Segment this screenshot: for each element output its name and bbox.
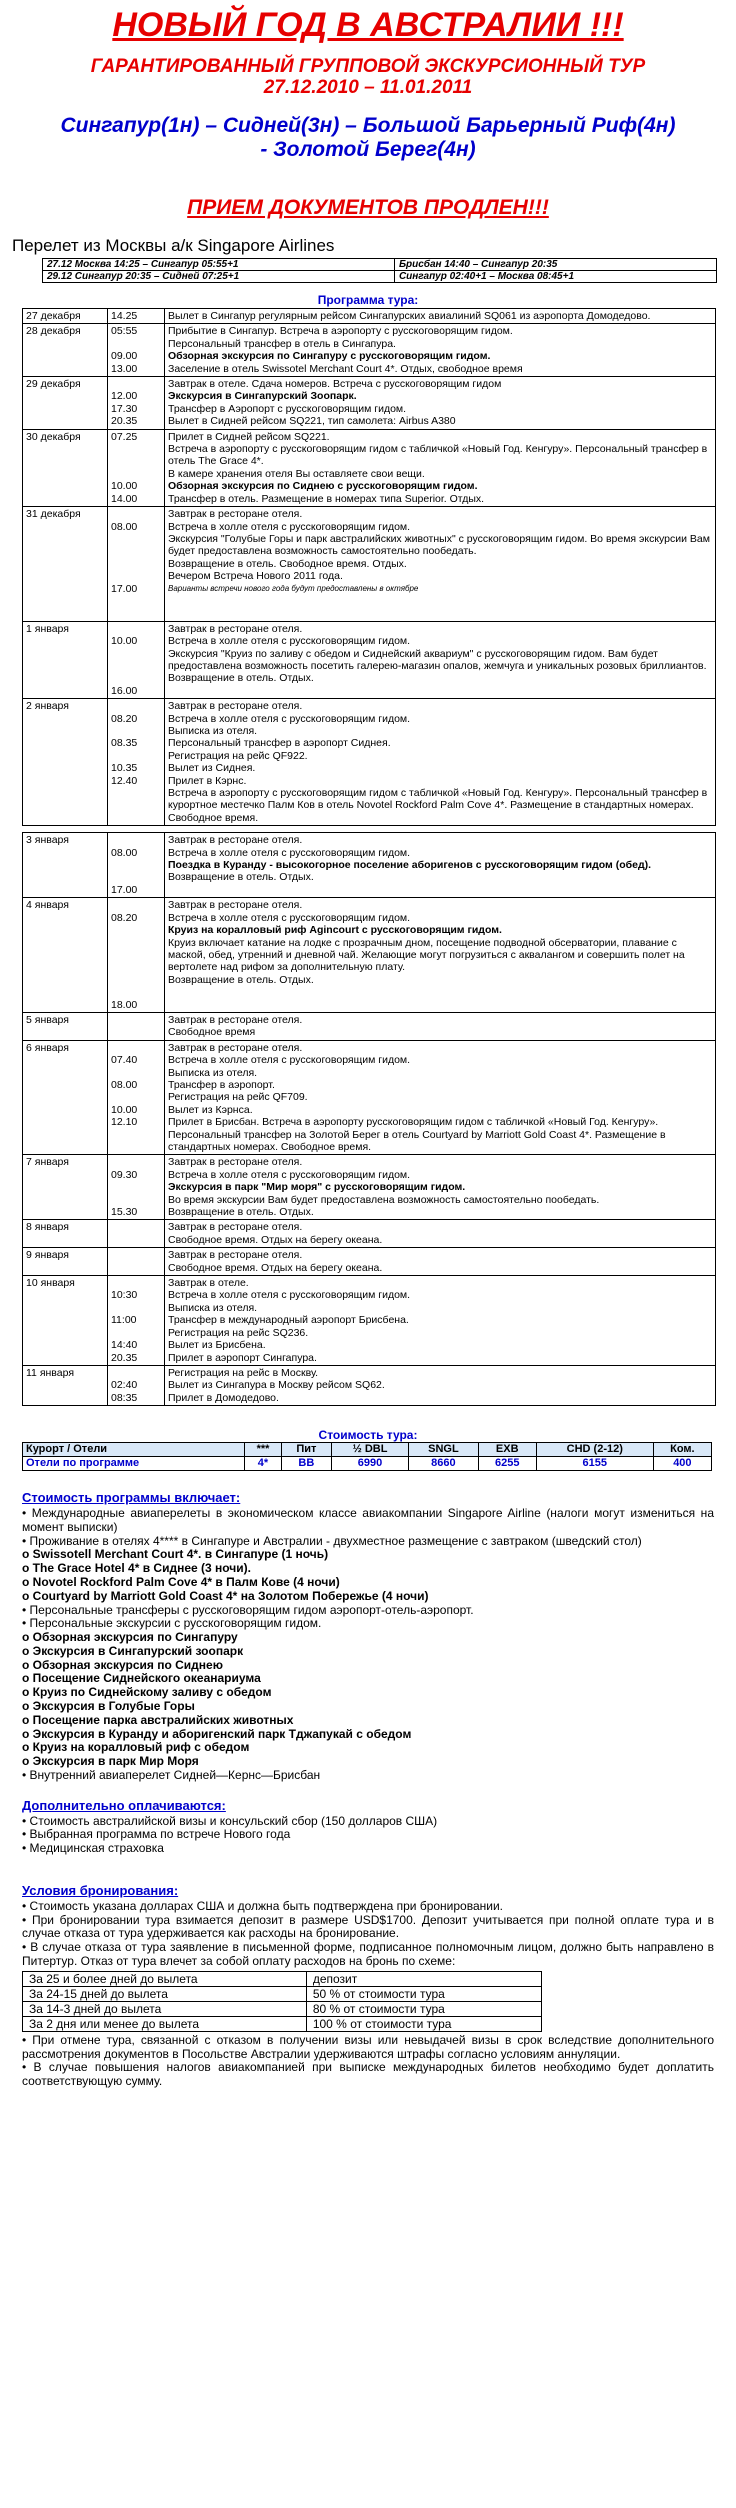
program-times <box>108 621 165 698</box>
program-time <box>111 1277 161 1289</box>
program-activity: Завтрак в ресторане отеля. <box>168 1013 303 1026</box>
cost-title: Стоимость тура: <box>318 1428 418 1443</box>
program-row <box>23 1276 716 1366</box>
program-date: 30 декабря <box>23 429 108 506</box>
flight-cell: Сингапур 02:40+1 – Москва 08:45+1 <box>394 271 716 283</box>
program-times <box>108 699 165 826</box>
program-times <box>108 507 165 622</box>
program-time <box>111 700 161 712</box>
program-row <box>23 309 716 324</box>
program-time: 11:00 <box>111 1314 137 1327</box>
program-activities <box>165 1248 716 1276</box>
includes-list <box>22 1507 714 1783</box>
program-time: 12.40 <box>111 774 138 787</box>
includes-title: Стоимость программы включает: <box>22 1490 241 1506</box>
cost-header-cell: *** <box>245 1443 282 1457</box>
booking-list <box>22 1900 714 1969</box>
extra-title: Дополнительно оплачиваются: <box>22 1797 226 1813</box>
program-activity: Завтрак в ресторане отеля. <box>168 834 303 847</box>
cost-cell: 4* <box>245 1457 282 1471</box>
program-activity: Вылет в Сингапур регулярным рейсом Сингапурских авиалиний SQ061 из аэропорта Домодедово. <box>168 310 651 322</box>
cancellation-row <box>23 1986 542 2001</box>
program-activity: Трансфер в международный аэропорт Брисбена. <box>168 1314 409 1327</box>
list-item: • Стоимость указана долларах США и должна быть подтверждена при бронировании. <box>22 1898 503 1913</box>
program-time <box>111 937 161 949</box>
program-activities <box>165 699 716 826</box>
program-time <box>111 533 161 545</box>
program-row <box>23 898 716 1013</box>
program-row <box>23 1248 716 1276</box>
list-item: • Международные авиаперелеты в экономическом классе авиакомпании Singapore Airline (налоги могут измениться на момент выписки) <box>22 1505 714 1534</box>
cancellation-cell: За 24-15 дней до вылета <box>23 1986 307 2001</box>
program-times <box>108 1155 165 1220</box>
program-time <box>111 859 161 871</box>
program-time: 10.00 <box>111 1103 138 1116</box>
program-time: 14.00 <box>111 492 138 505</box>
program-time <box>111 595 161 607</box>
program-activity: Возвращение в отель. Отдых. <box>168 871 314 884</box>
list-item: o Экскурсия в Сингапурский зоопарк <box>22 1643 244 1658</box>
cancellation-cell: За 2 дня или менее до вылета <box>23 2016 307 2031</box>
program-activity: Возвращение в отель. Отдых. <box>168 1206 314 1219</box>
program-time <box>111 974 161 986</box>
cost-header-cell: EXB <box>478 1443 536 1457</box>
program-time <box>111 443 161 455</box>
program-activities <box>165 324 716 377</box>
program-date: 31 декабря <box>23 507 108 622</box>
program-time: 08.20 <box>111 911 138 924</box>
program-date: 8 января <box>23 1220 108 1248</box>
program-activity: Экскурсия в Сингапурский Зоопарк. <box>168 390 357 403</box>
program-time: 08.35 <box>111 737 138 750</box>
program-activities <box>165 1276 716 1366</box>
program-title: Программа тура: <box>317 293 419 307</box>
program-time <box>111 834 161 846</box>
list-item: o Novotel Rockford Palm Cove 4* в Палм Кове (4 ночи) <box>22 1574 340 1589</box>
program-activity: Прилет в Домодедово. <box>168 1391 279 1404</box>
program-time: 12.00 <box>111 390 138 403</box>
program-activity: Завтрак в ресторане отеля. <box>168 1041 303 1054</box>
program-date: 27 декабря <box>23 309 108 324</box>
program-activity: Завтрак в ресторане отеля. <box>168 1156 303 1169</box>
program-activity: Выписка из отеля. <box>168 725 258 737</box>
program-activity: Прилет в аэропорт Сингапура. <box>168 1351 317 1364</box>
program-activities <box>165 1155 716 1220</box>
list-item: • В случае повышения налогов авиакомпанией при выписке международных билетов необходимо будет доплатить соответствующую сумму. <box>22 2060 714 2089</box>
flight-row <box>43 259 717 271</box>
program-time <box>111 455 161 467</box>
program-times <box>108 1248 165 1276</box>
program-activity: Выписка из отеля. <box>168 1301 258 1314</box>
list-item: o Обзорная экскурсия по Сингапуру <box>22 1630 238 1645</box>
program-time <box>111 1327 161 1339</box>
program-activity: Вылет из Сингапура в Москву рейсом SQ62. <box>168 1379 385 1392</box>
program-time: 07.40 <box>111 1054 138 1067</box>
program-activity: Прибытие в Сингапур. Встреча в аэропорту с русскоговорящим гидом. <box>168 325 513 338</box>
program-date: 10 января <box>23 1276 108 1366</box>
cost-header-cell: Курорт / Отели <box>23 1443 245 1457</box>
program-activity: Свободное время <box>168 1026 256 1039</box>
program-date: 2 января <box>23 699 108 826</box>
list-item: o Экскурсия в парк Мир Моря <box>22 1754 199 1769</box>
includes-section <box>22 1491 714 1969</box>
flight-cell: 29.12 Сингапур 20:35 – Сидней 07:25+1 <box>43 271 395 283</box>
program-time: 08:35 <box>111 1391 138 1404</box>
program-time <box>111 378 161 390</box>
program-times <box>108 429 165 506</box>
program-date: 4 января <box>23 898 108 1013</box>
program-activity: Круиз на коралловый риф Agincourt с русскоговорящим гидом. <box>168 924 502 937</box>
program-activity: Завтрак в ресторане отеля. <box>168 1249 303 1262</box>
program-activity: Свободное время. Отдых на берегу океана. <box>168 1233 383 1246</box>
program-activity: Встреча в холле отеля с русскоговорящим гидом. <box>168 520 411 533</box>
program-activity: Возвращение в отель. Свободное время. Отдых. <box>168 557 407 570</box>
program-times <box>108 1365 165 1405</box>
program-date: 9 января <box>23 1248 108 1276</box>
program-time: 14.25 <box>111 310 138 322</box>
flights-table <box>42 258 717 283</box>
program-time: 17.30 <box>111 402 138 415</box>
program-activity: Регистрация на рейс QF709. <box>168 1091 308 1104</box>
cost-cell: Отели по программе <box>23 1457 245 1471</box>
program-time <box>111 1091 161 1103</box>
program-activity: Во время экскурсии Вам будет предоставлена возможность самостоятельно пообедать. <box>168 1193 600 1206</box>
program-time: 08.00 <box>111 520 138 533</box>
cancellation-cell: За 14-3 дней до вылета <box>23 2001 307 2016</box>
program-time: 09.30 <box>111 1168 138 1181</box>
cost-header-cell: ½ DBL <box>331 1443 408 1457</box>
program-activities <box>165 377 716 430</box>
cost-data-row <box>23 1457 712 1471</box>
program-time: 07.25 <box>111 430 138 443</box>
program-activity: Вечером Встреча Нового 2011 года. <box>168 570 343 583</box>
program-time: 17.00 <box>111 582 138 595</box>
list-item: o Courtyard by Marriott Gold Coast 4* на Золотом Побережье (4 ночи) <box>22 1588 429 1603</box>
program-activity: Персональный трансфер на Золотой Берег в отель Courtyard by Marriott Gold Coast 4*. Размещение в стандартных номерах. Свободное время. <box>168 1128 666 1153</box>
program-time <box>111 986 161 998</box>
flight-row <box>43 271 717 283</box>
cancellation-row <box>23 1971 542 1986</box>
program-activity: Завтрак в ресторане отеля. <box>168 508 303 521</box>
list-item: • Выбранная программа по встрече Нового года <box>22 1827 291 1842</box>
program-activity: Встреча в холле отеля с русскоговорящим гидом. <box>168 712 411 725</box>
program-activity: Завтрак в отеле. Сдача номеров. Встреча с русскоговорящим гидом <box>168 378 502 391</box>
program-activity: Прилет в Сидней рейсом SQ221. <box>168 430 330 443</box>
program-activity: Варианты встречи нового года будут предоставлены в октябре <box>168 583 419 593</box>
program-time: 16.00 <box>111 684 138 697</box>
program-time: 18.00 <box>111 998 138 1011</box>
program-activity: Экскурсия "Круиз по заливу с обедом и Сиднейский аквариум" с русскоговорящим гидом. Вам будет предоставлена возможность посетить галерею-магазин опалов, жемчуга и уникальных розовых бриллиантов. <box>168 647 707 672</box>
program-activity: Обзорная экскурсия по Сиднею с русскоговорящим гидом. <box>168 480 478 493</box>
cancellation-cell: 80 % от стоимости тура <box>306 2001 541 2016</box>
program-times <box>108 324 165 377</box>
program-time <box>111 871 161 883</box>
list-item: • Персональные экскурсии с русскоговорящим гидом. <box>22 1616 322 1631</box>
program-row <box>23 377 716 430</box>
cost-header-cell: Пит <box>281 1443 331 1457</box>
program-row <box>23 1012 716 1040</box>
program-activities <box>165 507 716 622</box>
flight-cell: Брисбан 14:40 – Сингапур 20:35 <box>394 259 716 271</box>
tour-subtitle <box>0 56 736 98</box>
program-row <box>23 826 716 833</box>
program-activity: Трансфер в аэропорт. <box>168 1078 275 1091</box>
program-activity: Вылет из Сиднея. <box>168 762 256 775</box>
program-date: 7 января <box>23 1155 108 1220</box>
program-activity: Завтрак в ресторане отеля. <box>168 1221 303 1234</box>
program-time: 20.35 <box>111 1351 138 1364</box>
cancellation-cell: 50 % от стоимости тура <box>306 1986 541 2001</box>
program-date: 1 января <box>23 621 108 698</box>
program-time <box>111 1367 161 1379</box>
cost-table <box>22 1442 712 1471</box>
program-activity: Заселение в отель Swissotel Merchant Court 4*. Отдых, свободное время <box>168 362 523 375</box>
flights-title: Перелет из Москвы а/к Singapore Airlines <box>12 236 335 255</box>
program-time <box>111 899 161 911</box>
program-activity: Регистрация на рейс в Москву. <box>168 1366 319 1379</box>
program-activity: Завтрак в ресторане отеля. <box>168 622 303 635</box>
program-date: 5 января <box>23 1012 108 1040</box>
program-activity: Экскурсия "Голубые Горы и парк австралийских животных" с русскоговорящим гидом. Во время экскурсии Вам будет предоставлена возможность самостоятельно пообедать. <box>168 532 710 558</box>
cost-cell: 400 <box>653 1457 711 1471</box>
program-times <box>108 1040 165 1155</box>
cost-header-row <box>23 1443 712 1457</box>
program-time: 12.10 <box>111 1116 138 1129</box>
program-activity: Встреча в аэропорту с русскоговорящим гидом с табличкой «Новый Год. Кенгуру». Персональный трансфер в отель The Grace 4*. <box>168 443 708 468</box>
program-date: 11 января <box>23 1365 108 1405</box>
page-title: НОВЫЙ ГОД В АВСТРАЛИИ !!! <box>112 6 624 44</box>
cost-cell: 6255 <box>478 1457 536 1471</box>
program-time: 14:40 <box>111 1339 138 1352</box>
list-item: o Посещение парка австралийских животных <box>22 1712 294 1727</box>
program-activities <box>165 898 716 1013</box>
cost-header-cell: Ком. <box>653 1443 711 1457</box>
program-time <box>111 750 161 762</box>
list-item: • Внутренний авиаперелет Сидней—Кернс—Брисбан <box>22 1768 321 1783</box>
program-activity: Трансфер в Аэропорт с русскоговорящим гидом. <box>168 402 407 415</box>
program-row <box>23 699 716 826</box>
program-activities <box>165 309 716 324</box>
program-activities <box>165 1040 716 1155</box>
program-activity: Встреча в холле отеля с русскоговорящим гидом. <box>168 911 411 924</box>
program-activities <box>165 1012 716 1040</box>
program-activity: Вылет из Брисбена. <box>168 1339 266 1352</box>
program-times <box>108 833 165 898</box>
cost-cell: BB <box>281 1457 331 1471</box>
cancellation-table <box>22 1971 542 2032</box>
program-time: 15.30 <box>111 1206 138 1219</box>
list-item: • При бронировании тура взимается депозит в размере USD$1700. Депозит учитывается при полной оплате тура и в случае отказа от тура удерживается как расходы на бронирование. <box>22 1912 714 1941</box>
program-activity: Выписка из отеля. <box>168 1066 258 1079</box>
program-time <box>111 660 161 672</box>
program-row <box>23 1040 716 1155</box>
program-time <box>111 924 161 936</box>
list-item: o Обзорная экскурсия по Сиднею <box>22 1657 223 1672</box>
program-row <box>23 1220 716 1248</box>
list-item: • При отмене тура, связанной с отказом в получении визы или невыдачей визы в срок вследствие дополнительного рассмотрения документов в Посольстве Австралии удерживаются штрафы согласно условиям аннуляции. <box>22 2032 714 2061</box>
program-time: 08.20 <box>111 712 138 725</box>
program-gap <box>23 826 716 833</box>
program-activity: Возвращение в отель. Отдых. <box>168 973 314 986</box>
cost-header-cell: SNGL <box>409 1443 478 1457</box>
program-row <box>23 1155 716 1220</box>
tour-route <box>0 114 736 162</box>
program-time <box>111 1042 161 1054</box>
list-item: o Swissotell Merchant Court 4*. в Сингапуре (1 ночь) <box>22 1547 329 1562</box>
program-row <box>23 507 716 622</box>
list-item: o Посещение Сиднейского океанариума <box>22 1671 261 1686</box>
flight-cell: 27.12 Москва 14:25 – Сингапур 05:55+1 <box>43 259 395 271</box>
tour-type: ГАРАНТИРОВАННЫЙ ГРУППОВОЙ ЭКСКУРСИОННЫЙ ТУР <box>90 56 646 77</box>
program-times <box>108 1220 165 1248</box>
program-time <box>111 1156 161 1168</box>
program-times <box>108 309 165 324</box>
program-row <box>23 324 716 377</box>
list-item: o Круиз по Сиднейскому заливу с обедом <box>22 1685 272 1700</box>
program-time <box>111 1181 161 1193</box>
program-time <box>111 570 161 582</box>
program-time: 10.00 <box>111 635 138 648</box>
program-times <box>108 1276 165 1366</box>
program-time: 10.35 <box>111 762 138 775</box>
program-activity: Персональный трансфер в аэропорт Сиднея. <box>168 737 391 750</box>
program-activity: Встреча в холле отеля с русскоговорящим гидом. <box>168 1168 411 1181</box>
program-time: 08.00 <box>111 1078 138 1091</box>
program-activity: Регистрация на рейс QF922. <box>168 749 308 762</box>
program-activity: Поездка в Куранду - высокогорное поселение аборигенов с русскоговорящим гидом (обед). <box>168 859 652 872</box>
program-times <box>108 1012 165 1040</box>
program-time <box>111 558 161 570</box>
program-date: 28 декабря <box>23 324 108 377</box>
program-activity: Прилет в Кэрнс. <box>168 774 247 787</box>
program-activity: Возвращение в отель. Отдых. <box>168 672 314 685</box>
program-activity: Вылет из Кэрнса. <box>168 1103 253 1116</box>
program-activity: Встреча в холле отеля с русскоговорящим гидом. <box>168 1289 411 1302</box>
cost-cell: 6990 <box>331 1457 408 1471</box>
cost-cell: 8660 <box>409 1457 478 1471</box>
program-time: 02:40 <box>111 1379 138 1392</box>
program-time <box>111 545 161 557</box>
program-date: 3 января <box>23 833 108 898</box>
notice-banner: ПРИЕМ ДОКУМЕНТОВ ПРОДЛЕН!!! <box>187 196 549 219</box>
program-time: 20.35 <box>111 415 138 428</box>
list-item: o The Grace Hotel 4* в Сиднее (3 ночи). <box>22 1561 251 1576</box>
booking-title: Условия бронирования: <box>22 1883 179 1899</box>
program-time <box>111 468 161 480</box>
program-activity: Завтрак в ресторане отеля. <box>168 899 303 912</box>
program-time: 17.00 <box>111 883 138 896</box>
program-activity: Круиз включает катание на лодке с прозрачным дном, посещение подводной обсерватории, плавание с маской, обед, утренний и дневной чай. Желающие могут погрузиться с аквалангом и совершить полет на вертолете над рифом за дополнительную плату. <box>168 936 685 974</box>
program-time <box>111 725 161 737</box>
program-date: 29 декабря <box>23 377 108 430</box>
program-time <box>111 1194 161 1206</box>
program-time: 05:55 <box>111 325 138 338</box>
cancellation-cell: 100 % от стоимости тура <box>306 2016 541 2031</box>
program-row <box>23 1365 716 1405</box>
route-line-1: Сингапур(1н) – Сидней(3н) – Большой Барьерный Риф(4н) <box>60 114 676 137</box>
program-time: 10.00 <box>111 480 138 493</box>
booking-list-2 <box>22 2034 714 2089</box>
list-item: • В случае отказа от тура заявление в письменной форме, подписанное полномочным лицом, должно быть направлено в Питертур. Отказ от тура влечет за собой оплату расходов на бронь по схеме: <box>22 1940 714 1969</box>
program-activity: Свободное время. Отдых на берегу океана. <box>168 1261 383 1274</box>
program-activity: Обзорная экскурсия по Сингапуру с русскоговорящим гидом. <box>168 350 491 363</box>
program-time <box>111 1067 161 1079</box>
cancellation-cell: депозит <box>306 1971 541 1986</box>
program-time <box>111 338 161 350</box>
program-activity: Прилет в Брисбан. Встреча в аэропорту русскоговорящим гидом с табличкой «Новый Год. Кенгуру». <box>168 1116 659 1129</box>
program-activity: Регистрация на рейс SQ236. <box>168 1326 309 1339</box>
program-row <box>23 621 716 698</box>
cost-cell: 6155 <box>536 1457 653 1471</box>
program-row <box>23 833 716 898</box>
program-activity: Встреча в холле отеля с русскоговорящим гидом. <box>168 635 411 648</box>
program-row <box>23 429 716 506</box>
cost-header-cell: CHD (2-12) <box>536 1443 653 1457</box>
list-item: • Медицинская страховка <box>22 1841 164 1856</box>
program-activities <box>165 1365 716 1405</box>
program-activity: Встреча в холле отеля с русскоговорящим гидом. <box>168 846 411 859</box>
program-date: 6 января <box>23 1040 108 1155</box>
cancellation-row <box>23 2001 542 2016</box>
program-activity: Экскурсия в парк "Мир моря" с русскоговорящим гидом. <box>168 1181 466 1194</box>
program-time <box>111 961 161 973</box>
program-activity: Вылет в Сидней рейсом SQ221, тип самолета: Airbus A380 <box>168 415 456 428</box>
program-time: 09.00 <box>111 350 138 363</box>
program-activities <box>165 833 716 898</box>
program-activity: Завтрак в отеле. <box>168 1277 249 1290</box>
list-item: • Проживание в отелях 4**** в Сингапуре и Австралии - двухместное размещение с завтраком (шведский стол) <box>22 1533 642 1548</box>
program-activity: Встреча в аэропорту с русскоговорящим гидом с табличкой «Новый Год. Кенгуру». Персональный трансфер в курортное местечко Палм Ков в отель Novotel Rockford Palm Cove 4*. Размещение в стандартных номерах. Свободное время. <box>168 787 708 824</box>
program-time: 10:30 <box>111 1289 138 1302</box>
extra-list <box>22 1815 714 1856</box>
program-time <box>111 949 161 961</box>
booking-notes <box>22 2034 714 2089</box>
list-item: • Стоимость австралийской визы и консульский сбор (150 долларов США) <box>22 1813 438 1828</box>
program-times <box>108 898 165 1013</box>
cancellation-cell: За 25 и более дней до вылета <box>23 1971 307 1986</box>
program-time: 08.00 <box>111 846 138 859</box>
program-activity: Завтрак в ресторане отеля. <box>168 700 303 713</box>
program-time: 13.00 <box>111 362 138 375</box>
list-item: o Круиз на коралловый риф с обедом <box>22 1740 250 1755</box>
program-time <box>111 648 161 660</box>
list-item: o Экскурсия в Куранду и аборигенский парк Тджапукай с обедом <box>22 1726 412 1741</box>
program-time <box>111 1302 161 1314</box>
program-activity: Персональный трансфер в отель в Сингапура. <box>168 337 396 350</box>
program-activity: Трансфер в отель. Размещение в номерах типа Superior. Отдых. <box>168 492 485 505</box>
tour-dates: 27.12.2010 – 11.01.2011 <box>263 77 473 98</box>
program-activity: Встреча в холле отеля с русскоговорящим гидом. <box>168 1054 411 1067</box>
program-time <box>111 607 161 619</box>
program-table <box>22 308 716 1406</box>
program-times <box>108 377 165 430</box>
list-item: • Персональные трансферы с русскоговорящим гидом аэропорт-отель-аэропорт. <box>22 1602 474 1617</box>
program-activities <box>165 621 716 698</box>
route-line-2: - Золотой Берег(4н) <box>260 138 476 161</box>
list-item: o Экскурсия в Голубые Горы <box>22 1699 195 1714</box>
program-time <box>111 672 161 684</box>
cancellation-row <box>23 2016 542 2031</box>
program-activities <box>165 429 716 506</box>
program-activity: В камере хранения отеля Вы оставляете свои вещи. <box>168 467 425 480</box>
program-activities <box>165 1220 716 1248</box>
program-time <box>111 508 161 520</box>
program-time <box>111 623 161 635</box>
